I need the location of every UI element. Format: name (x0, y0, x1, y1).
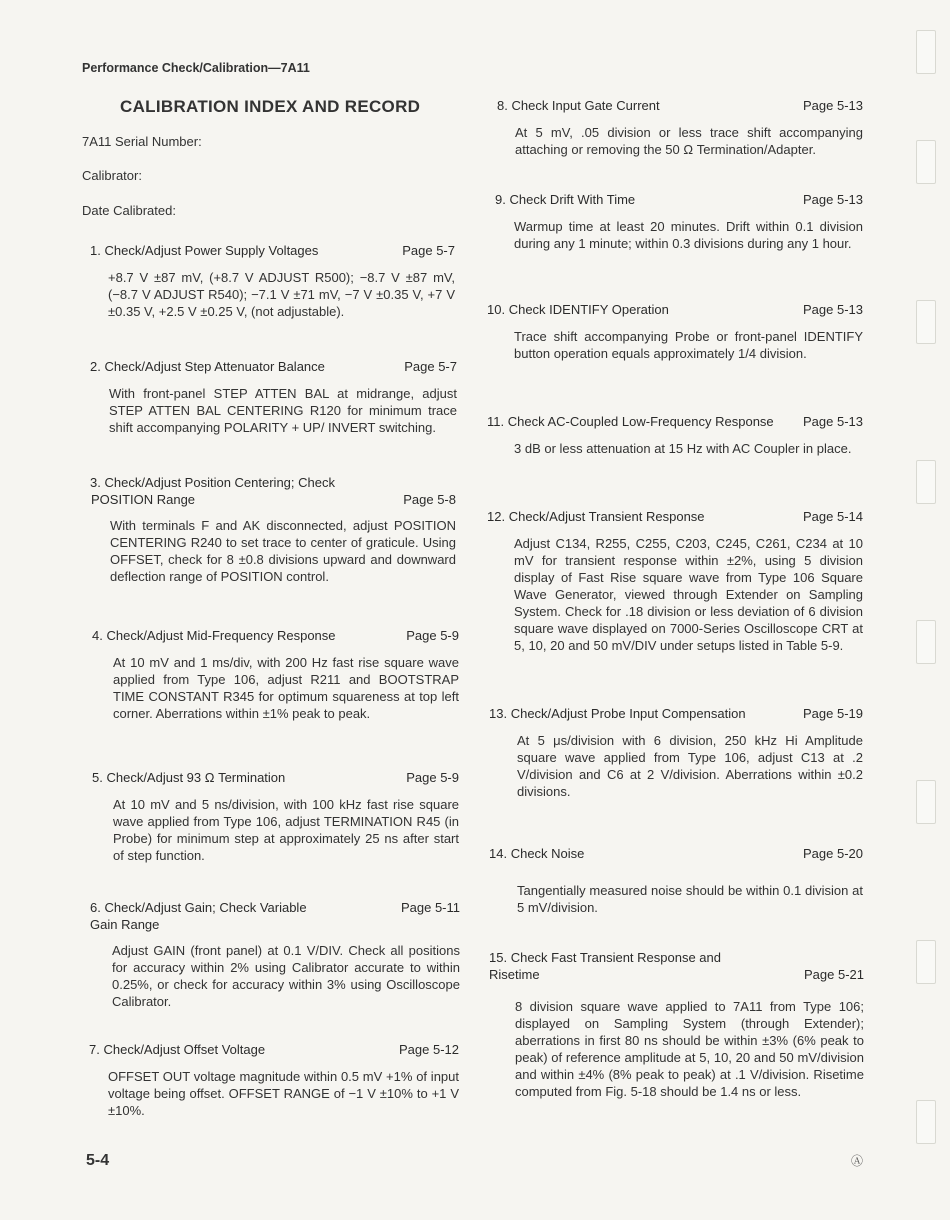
step-5: 5. Check/Adjust 93 Ω Termination Page 5-9 At 10 mV and 5 ns/division, with 100 kHz fast rise square wave applied from Type 106, adjust TERMINATION R45 (in Probe) for minimum step at approximately 25 ns after start of step function. (92, 770, 459, 863)
step-title: Check Drift With Time (509, 192, 636, 207)
step-page: Page 5-13 (803, 98, 863, 113)
step-title: Check/Adjust Probe Input Compensation (510, 706, 746, 721)
step-body: At 5 μs/division with 6 division, 250 kHz Hi Amplitude square wave applied from Type 106, adjust C13 at .2 V/division and C6 at 2 V/division. Aberrations within ±0.2 divisions. (517, 733, 863, 799)
step-title: Check Fast Transient Response and (510, 950, 721, 965)
step-8: 8. Check Input Gate Current Page 5-13 At 5 mV, .05 division or less trace shift accompanying attaching or removing the 50 Ω Termination/Adapter. (497, 98, 863, 157)
step-2: 2. Check/Adjust Step Attenuator Balance Page 5-7 With front-panel STEP ATTEN BAL at midrange, adjust STEP ATTEN BAL CENTERING R120 for minimum trace shift accompanying POLARITY + UP/ INVERT switching. (90, 359, 457, 435)
step-title: Check/Adjust Transient Response (508, 509, 705, 524)
binder-tab (916, 140, 936, 184)
step-title: Check/Adjust Gain; Check Variable (104, 900, 307, 915)
step-body: Trace shift accompanying Probe or front-panel IDENTIFY button operation equals approximately 1/4 division. (514, 329, 863, 361)
step-11: 11. Check AC-Coupled Low-Frequency Response Page 5-13 3 dB or less attenuation at 15 Hz with AC Coupler in place. (487, 414, 863, 456)
revision-mark: Ⓐ (851, 1154, 864, 1168)
step-7: 7. Check/Adjust Offset Voltage Page 5-12 OFFSET OUT voltage magnitude within 0.5 mV +1% of input voltage being offset. OFFSET RANGE of −1 V ±10% to +1 V ±10%. (89, 1042, 459, 1118)
step-body: With terminals F and AK disconnected, adjust POSITION CENTERING R240 to set trace to center of graticule. Using OFFSET, check for 8 ±0.8 divisions upward and downward deflection range of POSITION control. (110, 518, 456, 584)
step-page: Page 5-8 (403, 492, 456, 507)
binder-tab (916, 30, 936, 74)
step-13: 13. Check/Adjust Probe Input Compensation Page 5-19 At 5 μs/division with 6 division, 250 kHz Hi Amplitude square wave applied from Type 106, adjust C13 at .2 V/division and C6 at 2 V/division. Aberrations within ±0.2 divisions. (489, 706, 863, 799)
step-page: Page 5-13 (803, 414, 863, 429)
step-page: Page 5-9 (406, 628, 459, 643)
step-body: At 10 mV and 1 ms/div, with 200 Hz fast rise square wave applied from Type 106, adjust R211 and BOOTSTRAP TIME CONSTANT R345 for optimum squareness at top left corner. Aberrations within ±1% peak to peak. (113, 655, 459, 721)
step-4: 4. Check/Adjust Mid-Frequency Response Page 5-9 At 10 mV and 1 ms/div, with 200 Hz fast rise square wave applied from Type 106, adjust R211 and BOOTSTRAP TIME CONSTANT R345 for optimum squareness at top left corner. Aberrations within ±1% peak to peak. (92, 628, 459, 721)
step-body: +8.7 V ±87 mV, (+8.7 V ADJUST R500); −8.7 V ±87 mV, (−8.7 V ADJUST R540); −7.1 V ±71 mV, −7 V ±0.35 V, +7 V ±0.35 V, +2.5 V ±0.25 V, (not adjustable). (108, 270, 455, 319)
step-page: Page 5-13 (803, 302, 863, 317)
step-page: Page 5-7 (404, 359, 457, 374)
step-title: Check Noise (510, 846, 585, 861)
step-body: At 5 mV, .05 division or less trace shift accompanying attaching or removing the 50 Ω Termination/Adapter. (515, 125, 863, 157)
step-body: 3 dB or less attenuation at 15 Hz with AC Coupler in place. (514, 441, 852, 456)
step-body: Warmup time at least 20 minutes. Drift within 0.1 division during any 1 minute; within 0.3 divisions during any 1 hour. (514, 219, 863, 251)
step-title: Check/Adjust Power Supply Voltages (104, 243, 319, 258)
step-title: Check/Adjust Offset Voltage (103, 1042, 266, 1057)
step-body: OFFSET OUT voltage magnitude within 0.5 mV +1% of input voltage being offset. OFFSET RANGE of −1 V ±10% to +1 V ±10%. (108, 1069, 459, 1118)
binder-tab (916, 940, 936, 984)
step-1: 1. Check/Adjust Power Supply Voltages Page 5-7 +8.7 V ±87 mV, (+8.7 V ADJUST R500); −8.7 V ±87 mV, (−8.7 V ADJUST R540); −7.1 V ±71 mV, −7 V ±0.35 V, +7 V ±0.35 V, +2.5 V ±0.25 V, (not adjustable). (90, 243, 455, 319)
step-page: Page 5-20 (803, 846, 863, 861)
serial-number-field: 7A11 Serial Number: (82, 134, 202, 149)
step-body: Tangentially measured noise should be within 0.1 division at 5 mV/division. (517, 883, 863, 915)
step-body: With front-panel STEP ATTEN BAL at midrange, adjust STEP ATTEN BAL CENTERING R120 for minimum trace shift accompanying POLARITY + UP/ INVERT switching. (109, 386, 457, 435)
running-head: Performance Check/Calibration—7A11 (82, 61, 310, 75)
page-number: 5-4 (86, 1152, 110, 1169)
binder-tab (916, 620, 936, 664)
step-page: Page 5-14 (803, 509, 863, 524)
step-title-cont: Gain Range (90, 917, 160, 932)
step-6: 6. Check/Adjust Gain; Check Variable Page 5-11 Gain Range Adjust GAIN (front panel) at 0.1 V/DIV. Check all positions for accuracy within 2% using Calibrator accurate to within 0.25%, or check for accuracy within 3% using Oscilloscope Calibrator. (90, 900, 460, 1009)
step-title-cont: POSITION Range (91, 492, 196, 507)
step-page: Page 5-21 (804, 967, 864, 982)
step-15: 15. Check Fast Transient Response and Risetime Page 5-21 8 division square wave applied to 7A11 from Type 106; displayed on Sampling System (through Extender); aberrations in first 80 ns should be within ±3% (6% peak to peak) of reference amplitude at 5, 10, 20 and 50 mV/division and within ±4% (8% peak to peak) at .1 V/division. Risetime computed from Fig. 5-18 should be 1.4 ns or less. (489, 950, 864, 1099)
binder-tab (916, 460, 936, 504)
step-title: Check/Adjust Mid-Frequency Response (106, 628, 336, 643)
step-title: Check/Adjust Step Attenuator Balance (104, 359, 325, 374)
step-title: Check IDENTIFY Operation (508, 302, 669, 317)
step-9: 9. Check Drift With Time Page 5-13 Warmup time at least 20 minutes. Drift within 0.1 division during any 1 minute; within 0.3 divisions during any 1 hour. (495, 192, 863, 251)
binder-tab (916, 780, 936, 824)
index-title: CALIBRATION INDEX AND RECORD (120, 97, 421, 116)
step-title-cont: Risetime (489, 967, 540, 982)
calibrator-field: Calibrator: (82, 168, 142, 183)
step-title: Check Input Gate Current (511, 98, 660, 113)
step-page: Page 5-12 (399, 1042, 459, 1057)
binder-tab (916, 300, 936, 344)
step-body: 8 division square wave applied to 7A11 from Type 106; displayed on Sampling System (through Extender); aberrations in first 80 ns should be within ±3% (6% peak to peak) of reference amplitude at 5, 10, 20 and 50 mV/division and within ±4% (8% peak to peak) at .1 V/division. Risetime computed from Fig. 5-18 should be 1.4 ns or less. (515, 999, 864, 1099)
step-page: Page 5-13 (803, 192, 863, 207)
date-calibrated-field: Date Calibrated: (82, 203, 176, 218)
step-body: Adjust GAIN (front panel) at 0.1 V/DIV. Check all positions for accuracy within 2% using Calibrator accurate to within 0.25%, or check for accuracy within 3% using Oscilloscope Calibrator. (112, 943, 460, 1009)
step-3: 3. Check/Adjust Position Centering; Check POSITION Range Page 5-8 With terminals F and AK disconnected, adjust POSITION CENTERING R240 to set trace to center of graticule. Using OFFSET, check for 8 ±0.8 divisions upward and downward deflection range of POSITION control. (90, 475, 456, 584)
step-title: Check AC-Coupled Low-Frequency Response (507, 414, 774, 429)
step-page: Page 5-9 (406, 770, 459, 785)
step-14: 14. Check Noise Page 5-20 Tangentially measured noise should be within 0.1 division at 5 mV/division. (489, 846, 863, 915)
step-page: Page 5-7 (402, 243, 455, 258)
step-page: Page 5-19 (803, 706, 863, 721)
step-12: 12. Check/Adjust Transient Response Page 5-14 Adjust C134, R255, C255, C203, C245, C261, C234 at 10 mV for transient response within ±2%, using 5 division display of Fast Rise square wave from Type 106 Square Wave Generator, viewed through Extender on Sampling System. Check for .18 division or less deviation of 6 division square wave displayed on 7000-Series Oscilloscope CRT at 5, 10, 20 and 50 mV/DIV under setups listed in Table 5-9. (487, 509, 863, 653)
step-title: Check/Adjust 93 Ω Termination (106, 770, 286, 785)
binder-tab (916, 1100, 936, 1144)
step-body: At 10 mV and 5 ns/division, with 100 kHz fast rise square wave applied from Type 106, adjust TERMINATION R45 (in Probe) for minimum step at approximately 25 ns after start of step function. (113, 797, 459, 863)
step-10: 10. Check IDENTIFY Operation Page 5-13 Trace shift accompanying Probe or front-panel IDENTIFY button operation equals approximately 1/4 division. (487, 302, 863, 361)
step-body: Adjust C134, R255, C255, C203, C245, C261, C234 at 10 mV for transient response within ±2%, using 5 division display of Fast Rise square wave from Type 106 Square Wave Generator, viewed through Extender on Sampling System. Check for .18 division or less deviation of 6 division square wave displayed on 7000-Series Oscilloscope CRT at 5, 10, 20 and 50 mV/DIV under setups listed in Table 5-9. (514, 536, 863, 653)
step-title: Check/Adjust Position Centering; Check (104, 475, 335, 490)
step-page: Page 5-11 (400, 900, 460, 915)
